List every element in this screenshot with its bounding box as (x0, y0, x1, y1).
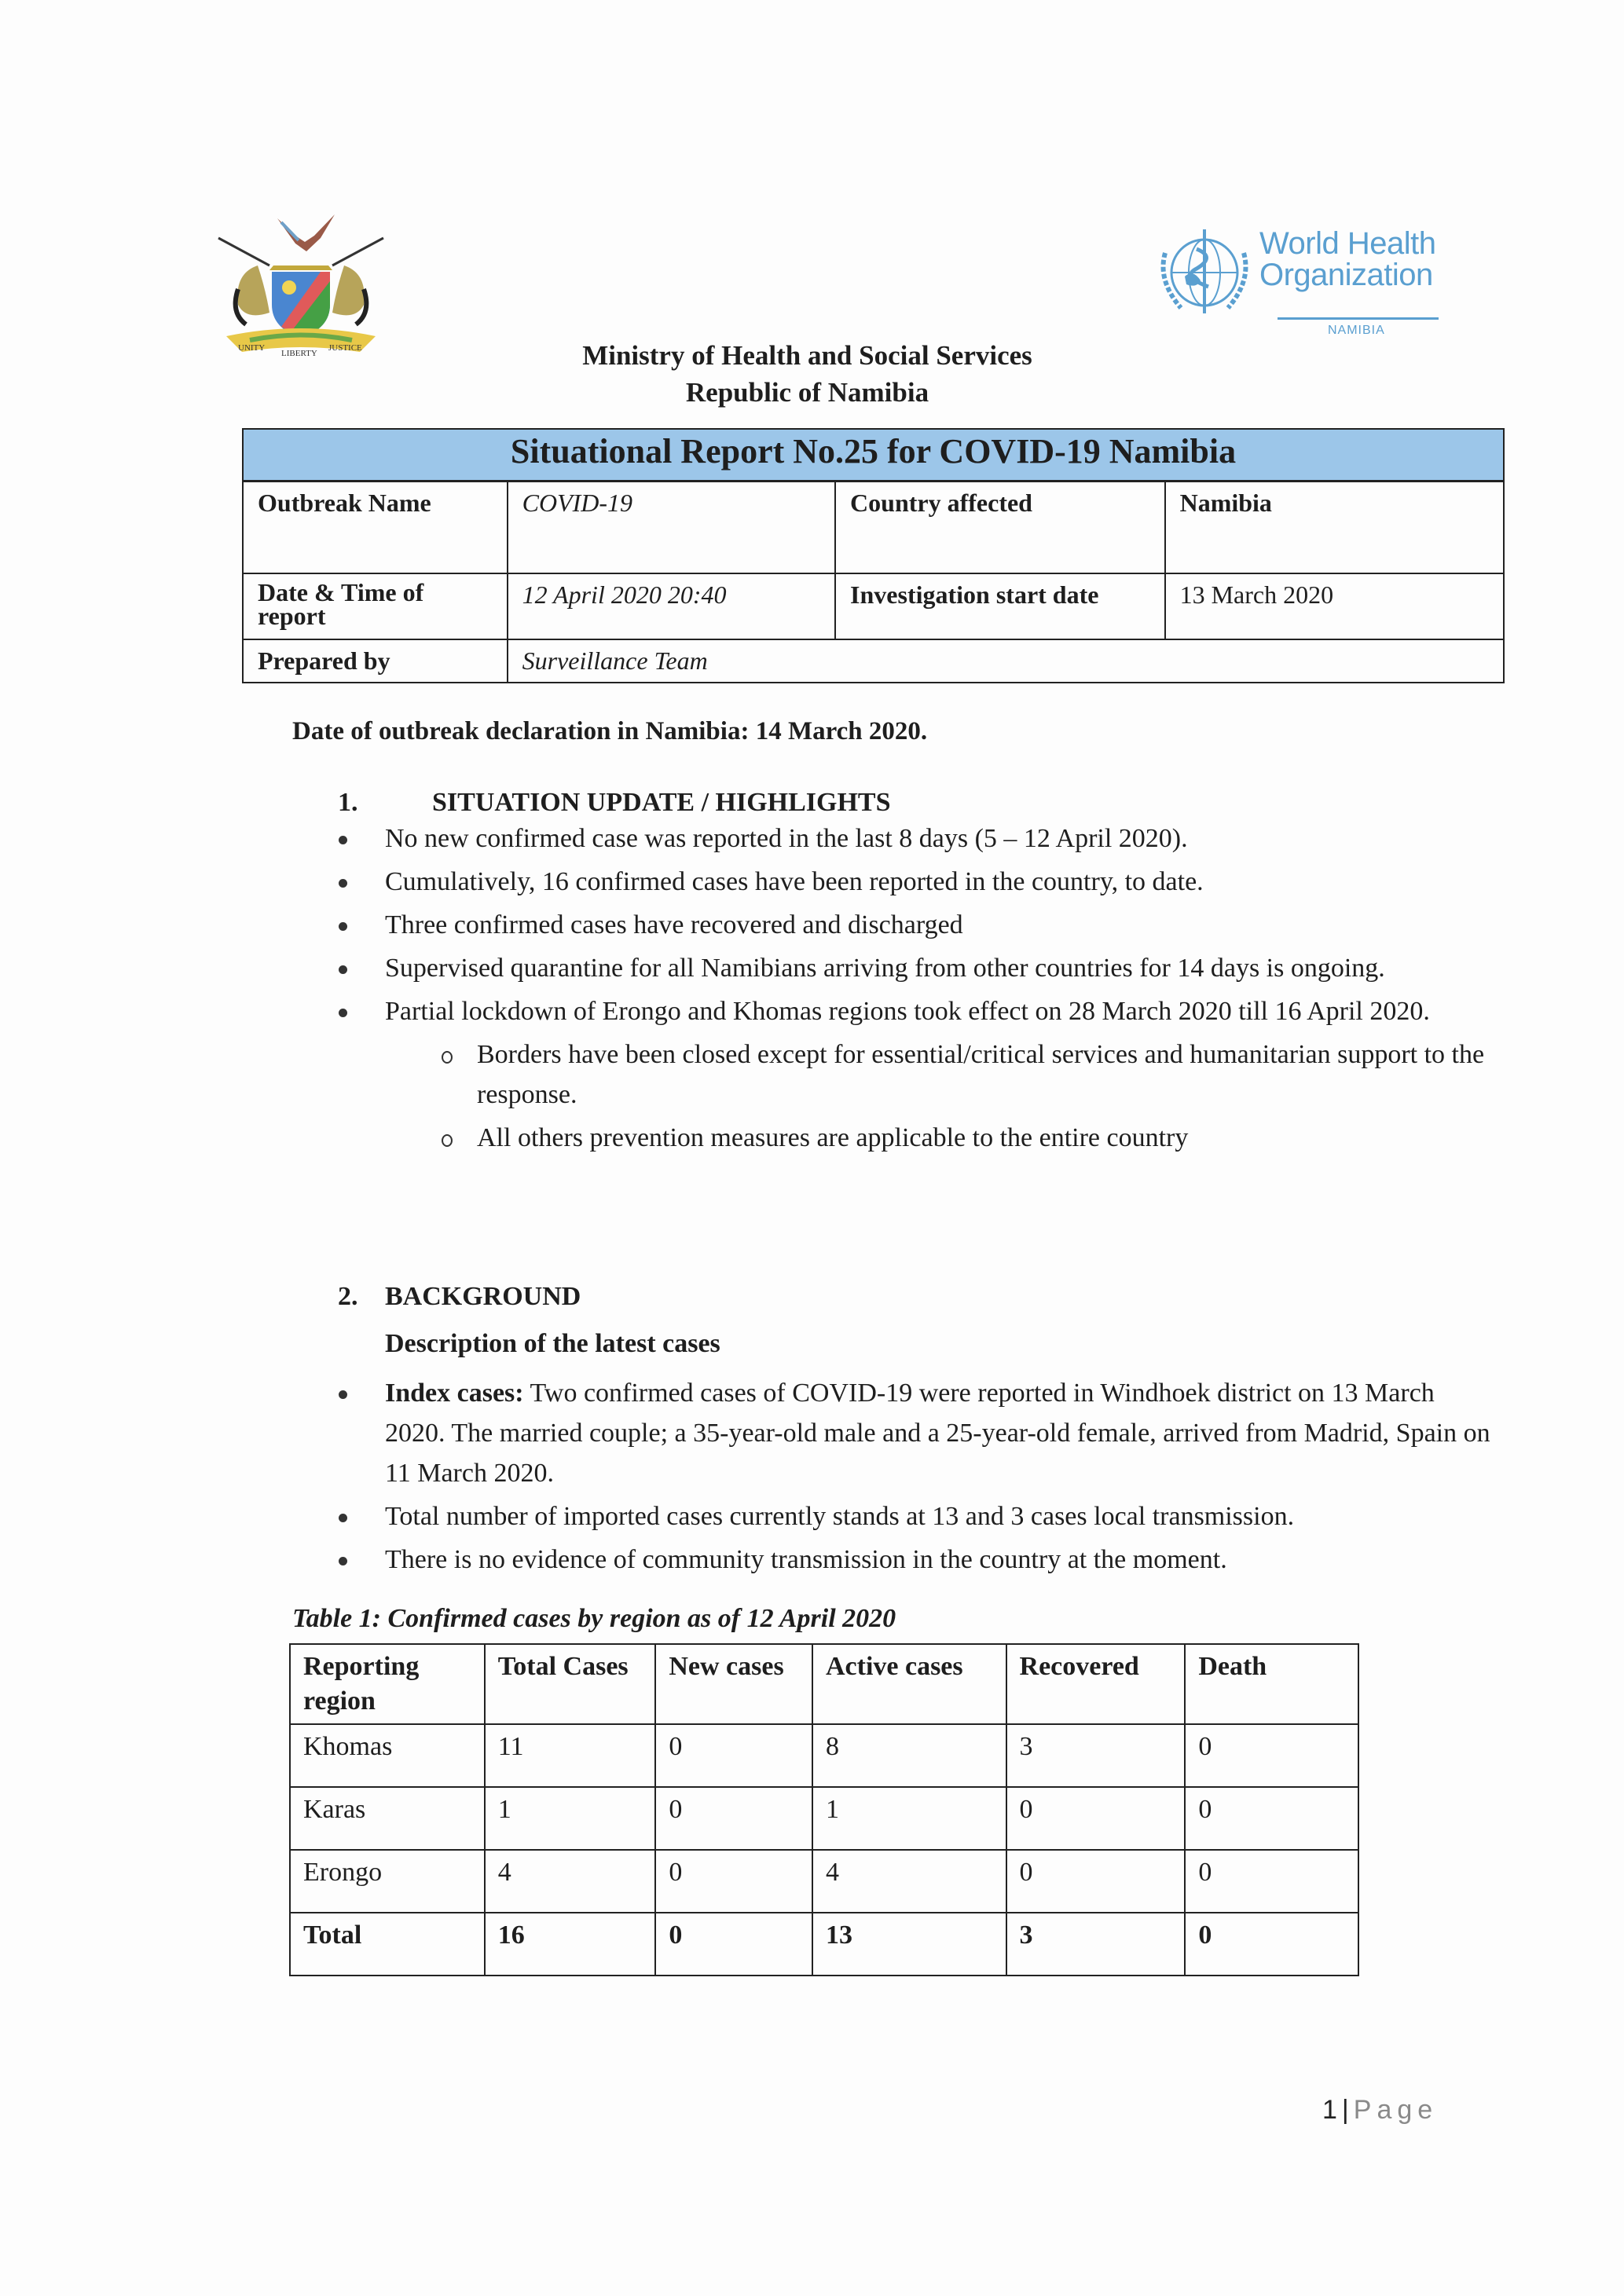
cell-recovered: 0 (1006, 1787, 1186, 1850)
cell-total: 4 (485, 1850, 656, 1913)
cell-active: 8 (812, 1724, 1006, 1787)
bullet-item: Three confirmed cases have recovered and discharged (330, 905, 1493, 945)
page-separator: | (1341, 2095, 1349, 2125)
bullet-item: Supervised quarantine for all Namibians arriving from other countries for 14 days is ongoing. (330, 948, 1493, 988)
svg-text:JUSTICE: JUSTICE (328, 343, 362, 353)
cell-total: 1 (485, 1787, 656, 1850)
who-name-line2: Organization (1259, 258, 1433, 292)
cell-death: 0 (1185, 1724, 1358, 1787)
who-namibia-logo (1153, 222, 1452, 339)
country-affected-value: Namibia (1165, 482, 1504, 573)
report-datetime-label: Date & Time of report (243, 573, 508, 639)
cell-total-active: 13 (812, 1913, 1006, 1976)
col-header-active: Active cases (812, 1644, 1006, 1724)
cell-region: Khomas (290, 1724, 485, 1787)
col-header-death: Death (1185, 1644, 1358, 1724)
section1-bullet-list (330, 818, 1493, 1161)
section1-heading: SITUATION UPDATE / HIGHLIGHTS (432, 788, 891, 817)
who-name-line1: World Health (1259, 226, 1436, 261)
page-word: Page (1353, 2095, 1439, 2125)
report-datetime-value: 12 April 2020 20:40 (508, 573, 835, 639)
namibia-coat-of-arms-logo (203, 195, 399, 360)
cell-total: 11 (485, 1724, 656, 1787)
cell-region: Karas (290, 1787, 485, 1850)
investigation-start-label: Investigation start date (835, 573, 1165, 639)
bullet-item: Cumulatively, 16 confirmed cases have been reported in the country, to date. (330, 862, 1493, 902)
cell-total-recovered: 3 (1006, 1913, 1186, 1976)
svg-text:LIBERTY: LIBERTY (281, 349, 317, 358)
table-row (290, 1787, 1358, 1850)
table1-caption: Table 1: Confirmed cases by region as of 12 April 2020 (292, 1604, 896, 1633)
index-cases-label: Index cases: (385, 1379, 524, 1408)
cell-total-label: Total (290, 1913, 485, 1976)
cell-new: 0 (655, 1787, 812, 1850)
prepared-by-value: Surveillance Team (508, 639, 1504, 683)
outbreak-declaration: Date of outbreak declaration in Namibia: 14 March 2020. (292, 717, 928, 745)
col-header-recovered: Recovered (1006, 1644, 1186, 1724)
who-country: NAMIBIA (1328, 324, 1385, 337)
cell-death: 0 (1185, 1850, 1358, 1913)
bullet-item: Total number of imported cases currently stands at 13 and 3 cases local transmission. (330, 1496, 1493, 1536)
investigation-start-value: 13 March 2020 (1165, 573, 1504, 639)
outbreak-name-value: COVID-19 (508, 482, 835, 573)
cell-recovered: 0 (1006, 1850, 1186, 1913)
page-footer (1322, 2095, 1438, 2126)
col-header-region: Reporting region (290, 1644, 485, 1724)
section1-number: 1. (338, 788, 358, 817)
report-info-table (242, 428, 1505, 683)
sub-bullet-item: Borders have been closed except for essential/critical services and humanitarian support to the response. (330, 1034, 1493, 1115)
table-header-row (290, 1644, 1358, 1724)
section2-subheading: Description of the latest cases (385, 1329, 720, 1358)
cell-recovered: 3 (1006, 1724, 1186, 1787)
cell-new: 0 (655, 1724, 812, 1787)
index-cases-text: Two confirmed cases of COVID-19 were reported in Windhoek district on 13 March 2020. The married couple; a 35-year-old male and a 25-year-old female, arrived from Madrid, Spain on 11 March 2020. (385, 1379, 1490, 1488)
cell-total-total: 16 (485, 1913, 656, 1976)
coat-of-arms-icon (203, 195, 399, 360)
cell-total-death: 0 (1185, 1913, 1358, 1976)
page-number: 1 (1322, 2095, 1337, 2125)
who-divider (1278, 317, 1439, 320)
table-total-row (290, 1913, 1358, 1976)
report-title: Situational Report No.25 for COVID-19 Namibia (243, 429, 1504, 482)
cell-region: Erongo (290, 1850, 485, 1913)
cases-by-region-table (289, 1643, 1359, 1976)
table-row (290, 1724, 1358, 1787)
republic-name: Republic of Namibia (685, 377, 929, 408)
bullet-item: Partial lockdown of Erongo and Khomas regions took effect on 28 March 2020 till 16 April 2020. (330, 991, 1493, 1031)
cell-new: 0 (655, 1850, 812, 1913)
cell-active: 1 (812, 1787, 1006, 1850)
prepared-by-label: Prepared by (243, 639, 508, 683)
who-name (1259, 228, 1435, 291)
bullet-item: No new confirmed case was reported in the last 8 days (5 – 12 April 2020). (330, 818, 1493, 859)
cell-active: 4 (812, 1850, 1006, 1913)
section2-number: 2. (338, 1282, 358, 1311)
outbreak-name-label: Outbreak Name (243, 482, 508, 573)
sub-bullet-item: All others prevention measures are applicable to the entire country (330, 1118, 1493, 1158)
section2-heading: BACKGROUND (385, 1282, 581, 1311)
section2-bullet-list (330, 1373, 1493, 1583)
bullet-item: There is no evidence of community transmission in the country at the moment. (330, 1540, 1493, 1580)
index-cases-bullet (330, 1373, 1493, 1493)
col-header-total: Total Cases (485, 1644, 656, 1724)
table-row (290, 1850, 1358, 1913)
cell-total-new: 0 (655, 1913, 812, 1976)
col-header-new: New cases (655, 1644, 812, 1724)
svg-text:UNITY: UNITY (238, 343, 266, 353)
who-emblem-icon (1153, 225, 1256, 320)
country-affected-label: Country affected (835, 482, 1165, 573)
ministry-name: Ministry of Health and Social Services (582, 340, 1032, 371)
cell-death: 0 (1185, 1787, 1358, 1850)
